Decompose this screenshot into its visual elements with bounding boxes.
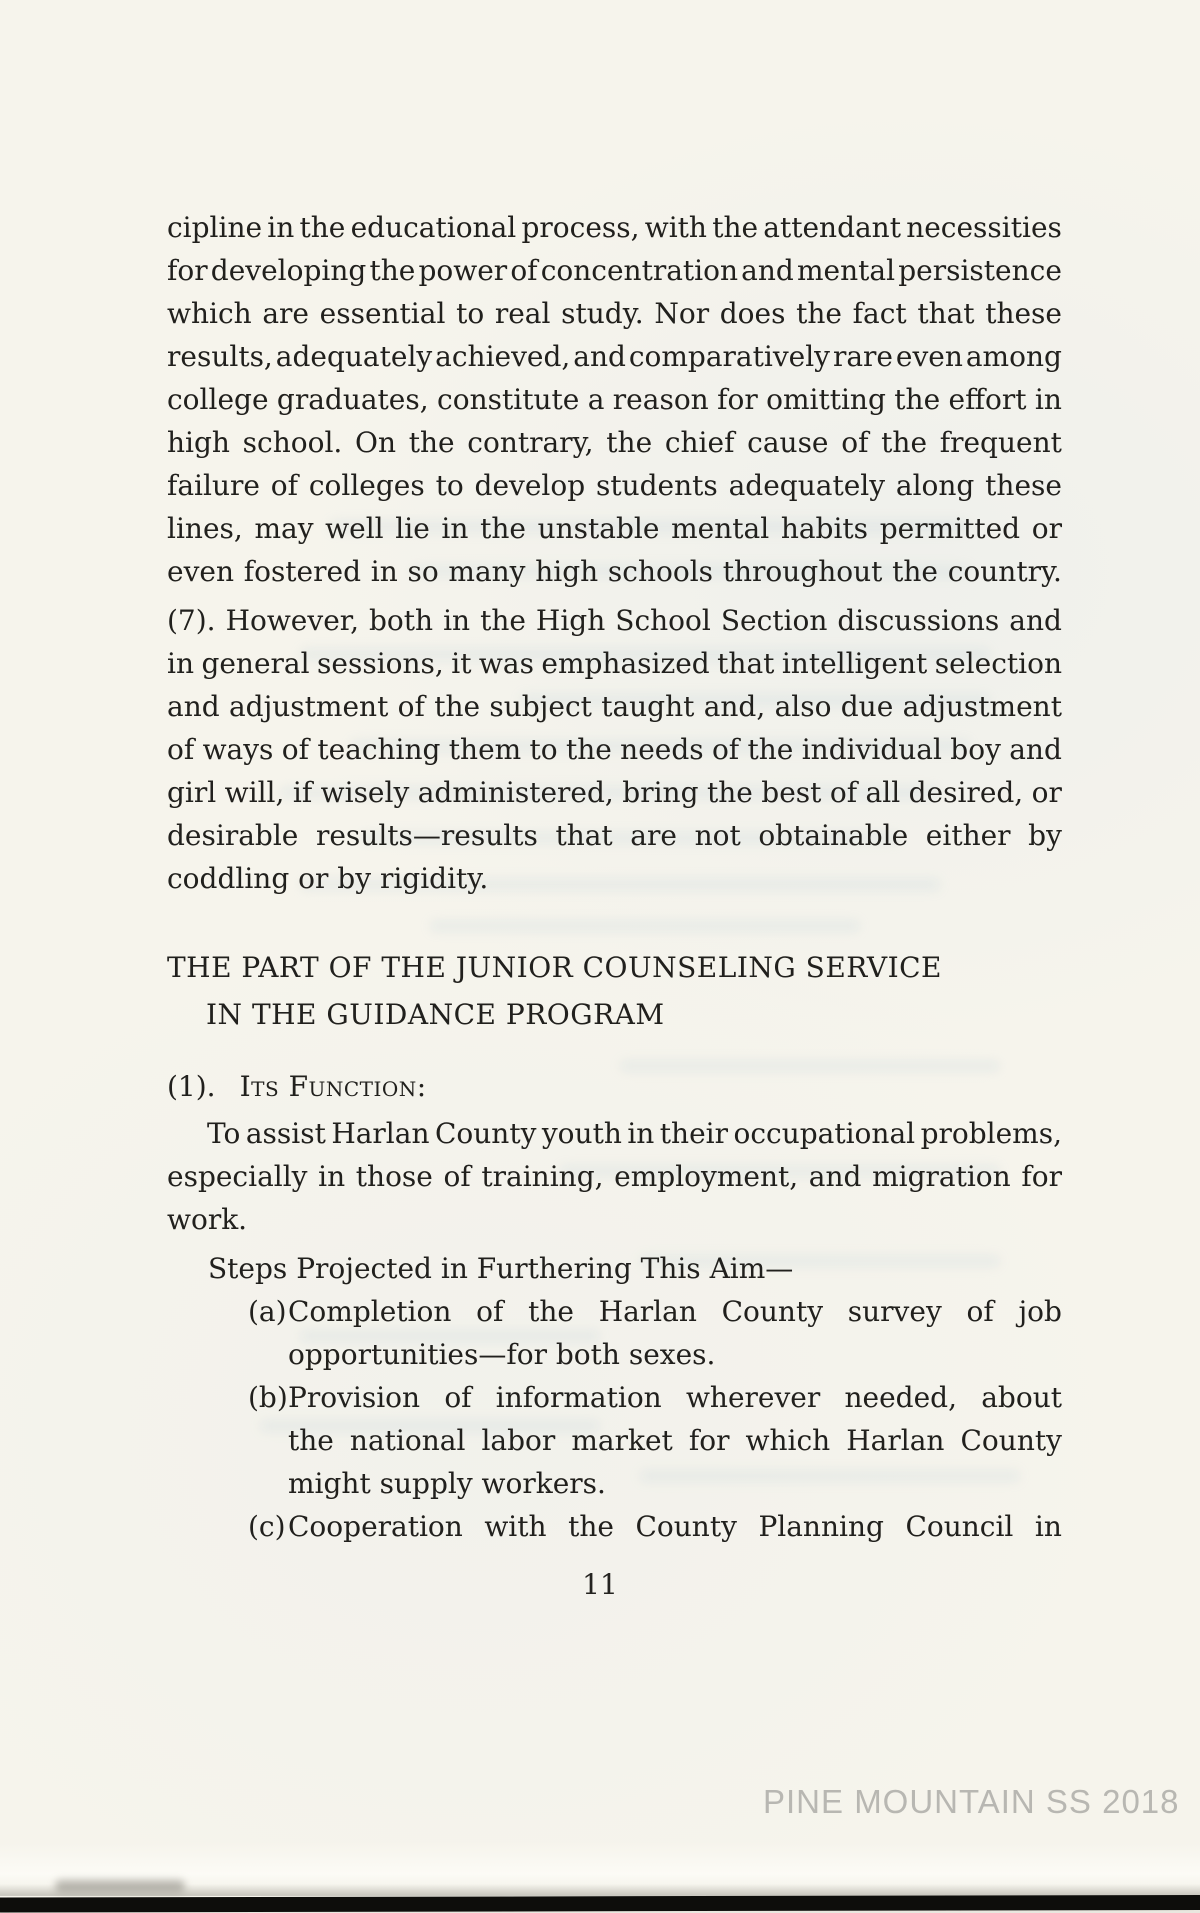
subheading-number: (1). [167, 1070, 216, 1103]
text-line: failure of colleges to develop students adequately along these [167, 469, 1062, 502]
paragraph-function [167, 1112, 1062, 1241]
section-heading-line2: IN THE GUIDANCE PROGRAM [206, 998, 665, 1031]
list-item-c-text [288, 1505, 1062, 1548]
subheading-title: Its Function: [239, 1070, 427, 1103]
text-line: work. [167, 1203, 248, 1236]
list-marker-c: (c) [248, 1510, 286, 1543]
text-line: girl will, if wisely administered, bring the best of all desired, or [167, 776, 1062, 809]
text-line: lines, may well lie in the unstable mental habits permitted or [167, 512, 1062, 545]
text-line: cipline in the educational process, with the attendant necessities [167, 211, 1062, 244]
text-line: Completion of the Harlan County survey of job [288, 1295, 1062, 1328]
steps-list [167, 1290, 1062, 1548]
page-number: 11 [582, 1568, 618, 1601]
text-line: and adjustment of the subject taught and, also due adjustment [167, 690, 1062, 723]
text-line: in general sessions, it was emphasized that intelligent selection [167, 647, 1062, 680]
text-line: for developing the power of concentration and mental persistence [167, 254, 1062, 287]
text-line: the national labor market for which Harlan County [288, 1424, 1062, 1457]
list-marker-a: (a) [248, 1295, 287, 1328]
text-block [167, 206, 1062, 1548]
text-line: desirable results—results that are not obtainable either by [167, 819, 1062, 852]
paragraph-continuation [167, 206, 1062, 593]
text-line: college graduates, constitute a reason for omitting the effort in [167, 383, 1062, 416]
list-item-a-text [288, 1290, 1062, 1376]
section-heading [167, 944, 1062, 1038]
watermark: PINE MOUNTAIN SS 2018 [763, 1783, 1180, 1820]
text-line: Provision of information wherever needed, about [288, 1381, 1062, 1414]
section-heading-line1: THE PART OF THE JUNIOR COUNSELING SERVICE [167, 951, 942, 984]
text-line: Cooperation with the County Planning Council in [288, 1510, 1062, 1543]
list-item-b-text [288, 1376, 1062, 1505]
page-bottom-edge-smudge [55, 1880, 185, 1892]
text-line: especially in those of training, employment, and migration for [167, 1160, 1062, 1193]
steps-intro-line: Steps Projected in Furthering This Aim— [208, 1252, 794, 1285]
subheading-its-function [167, 1065, 1062, 1108]
list-item-b [167, 1376, 1062, 1505]
text-line: high school. On the contrary, the chief cause of the frequent [167, 426, 1062, 459]
list-item-a [167, 1290, 1062, 1376]
text-line: To assist Harlan County youth in their occupational problems, [207, 1117, 1062, 1150]
text-line: which are essential to real study. Nor does the fact that these [167, 297, 1062, 330]
list-marker-b: (b) [248, 1381, 288, 1414]
paragraph-7 [167, 599, 1062, 900]
text-line: might supply workers. [288, 1467, 606, 1500]
text-line: results, adequately achieved, and comparatively rare even among [167, 340, 1062, 373]
text-line: coddling or by rigidity. [167, 862, 489, 895]
text-line: even fostered in so many high schools throughout the country. [167, 555, 1062, 588]
list-item-c [167, 1505, 1062, 1548]
text-line: opportunities—for both sexes. [288, 1338, 716, 1371]
text-line: of ways of teaching them to the needs of the individual boy and [167, 733, 1062, 766]
text-line: (7). However, both in the High School Section discussions and [167, 604, 1062, 637]
